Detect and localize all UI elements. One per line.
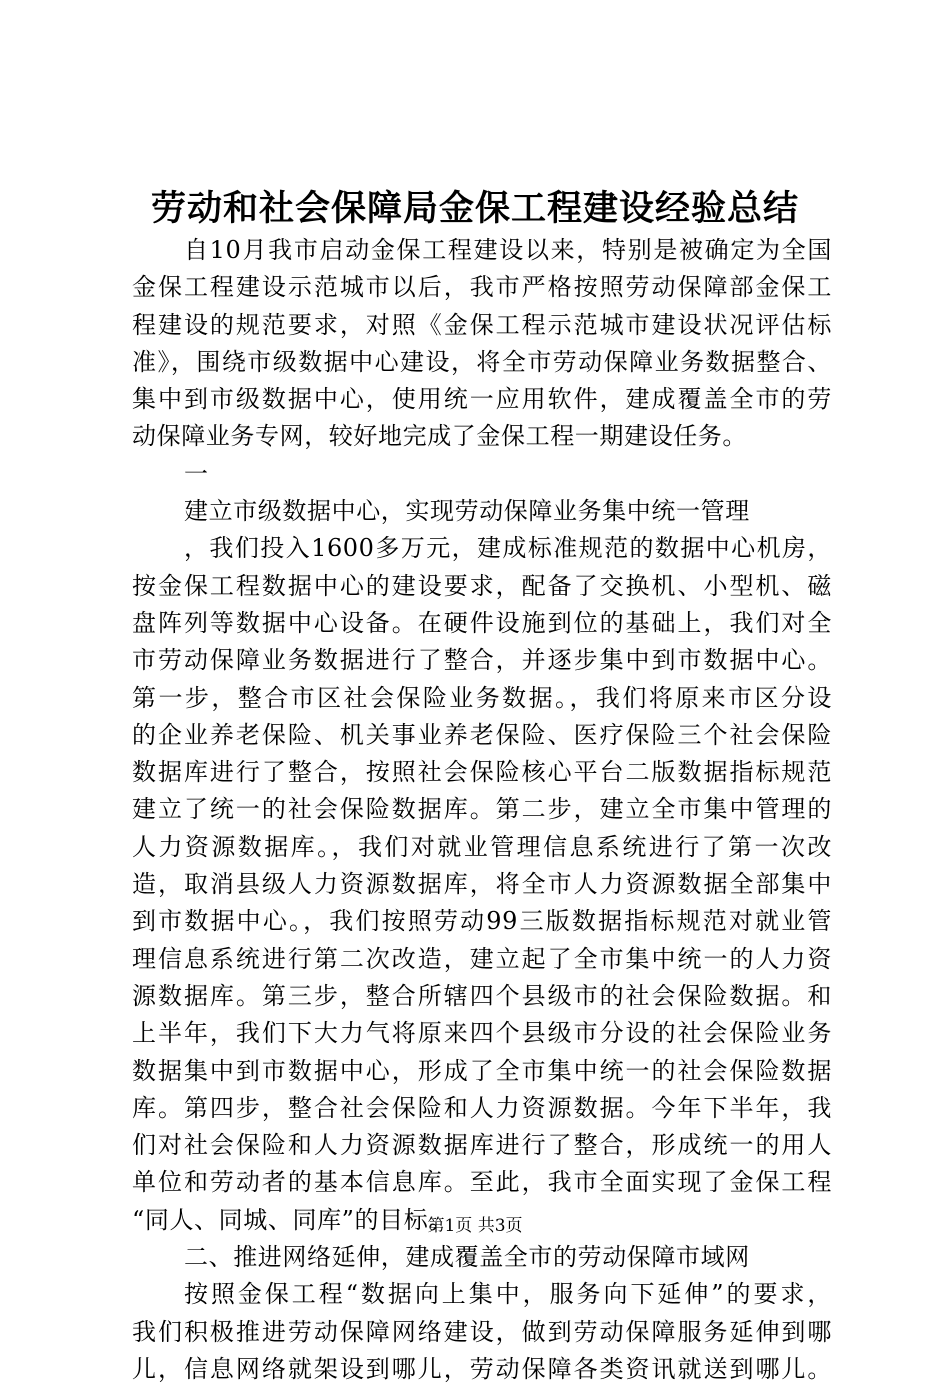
section-heading: 二、推进网络延伸，建成覆盖全市的劳动保障市域网: [184, 1243, 750, 1272]
paragraph-line: 我们积极推进劳动保障网络建设，做到劳动保障服务延伸到哪: [132, 1317, 832, 1346]
paragraph-line: 单位和劳动者的基本信息库。至此，我市全面实现了金保工程: [132, 1168, 832, 1197]
paragraph-line: 集中到市级数据中心，使用统一应用软件，建成覆盖全市的劳: [132, 385, 832, 414]
document-title: 劳动和社会保障局金保工程建设经验总结: [150, 188, 799, 229]
page-footer: 第1页 共3页: [427, 1216, 523, 1236]
paragraph-line: ，我们投入1600多万元，建成标准规范的数据中心机房，: [184, 534, 832, 563]
paragraph-line: 建立了统一的社会保险数据库。第二步，建立全市集中管理的: [132, 795, 832, 824]
paragraph-line: 们对社会保险和人力资源数据库进行了整合，形成统一的用人: [132, 1131, 832, 1160]
paragraph-line: 的企业养老保险、机关事业养老保险、医疗保险三个社会保险: [132, 720, 832, 749]
paragraph-line: 理信息系统进行第二次改造，建立起了全市集中统一的人力资: [132, 944, 832, 973]
paragraph-line: 上半年，我们下大力气将原来四个县级市分设的社会保险业务: [132, 1019, 832, 1048]
paragraph-line: 源数据库。第三步，整合所辖四个县级市的社会保险数据。和: [132, 981, 832, 1010]
section-number: 一: [184, 459, 209, 488]
paragraph-line: 数据集中到市数据中心，形成了全市集中统一的社会保险数据: [132, 1056, 832, 1085]
paragraph-line: 库。第四步，整合社会保险和人力资源数据。今年下半年，我: [132, 1093, 832, 1122]
paragraph-line: 儿，信息网络就架设到哪儿，劳动保障各类资讯就送到哪儿。: [132, 1354, 832, 1383]
paragraph-line: “同人、同城、同库”的目标。: [132, 1205, 453, 1234]
paragraph-line: 动保障业务专网，较好地完成了金保工程一期建设任务。: [132, 422, 747, 451]
paragraph-line: 盘阵列等数据中心设备。在硬件设施到位的基础上，我们对全: [132, 608, 832, 637]
paragraph-line: 按照金保工程“数据向上集中，服务向下延伸”的要求，: [184, 1280, 832, 1309]
paragraph-line: 按金保工程数据中心的建设要求，配备了交换机、小型机、磁: [132, 571, 832, 600]
paragraph-line: 造，取消县级人力资源数据库，将全市人力资源数据全部集中: [132, 870, 832, 899]
paragraph-line: 准》，围绕市级数据中心建设，将全市劳动保障业务数据整合、: [132, 347, 832, 376]
paragraph-line: 程建设的规范要求，对照《金保工程示范城市建设状况评估标: [132, 310, 832, 339]
paragraph-line: 市劳动保障业务数据进行了整合，并逐步集中到市数据中心。: [132, 646, 832, 675]
paragraph-line: 金保工程建设示范城市以后，我市严格按照劳动保障部金保工: [132, 273, 832, 302]
paragraph-line: 到市数据中心。，我们按照劳动99三版数据指标规范对就业管: [132, 907, 832, 936]
paragraph-line: 自10月我市启动金保工程建设以来，特别是被确定为全国: [184, 236, 832, 264]
paragraph-line: 第一步，整合市区社会保险业务数据。，我们将原来市区分设: [132, 683, 832, 712]
paragraph-line: 数据库进行了整合，按照社会保险核心平台二版数据指标规范: [132, 758, 832, 787]
section-heading: 建立市级数据中心，实现劳动保障业务集中统一管理: [184, 497, 750, 526]
paragraph-line: 人力资源数据库。，我们对就业管理信息系统进行了第一次改: [132, 832, 832, 861]
